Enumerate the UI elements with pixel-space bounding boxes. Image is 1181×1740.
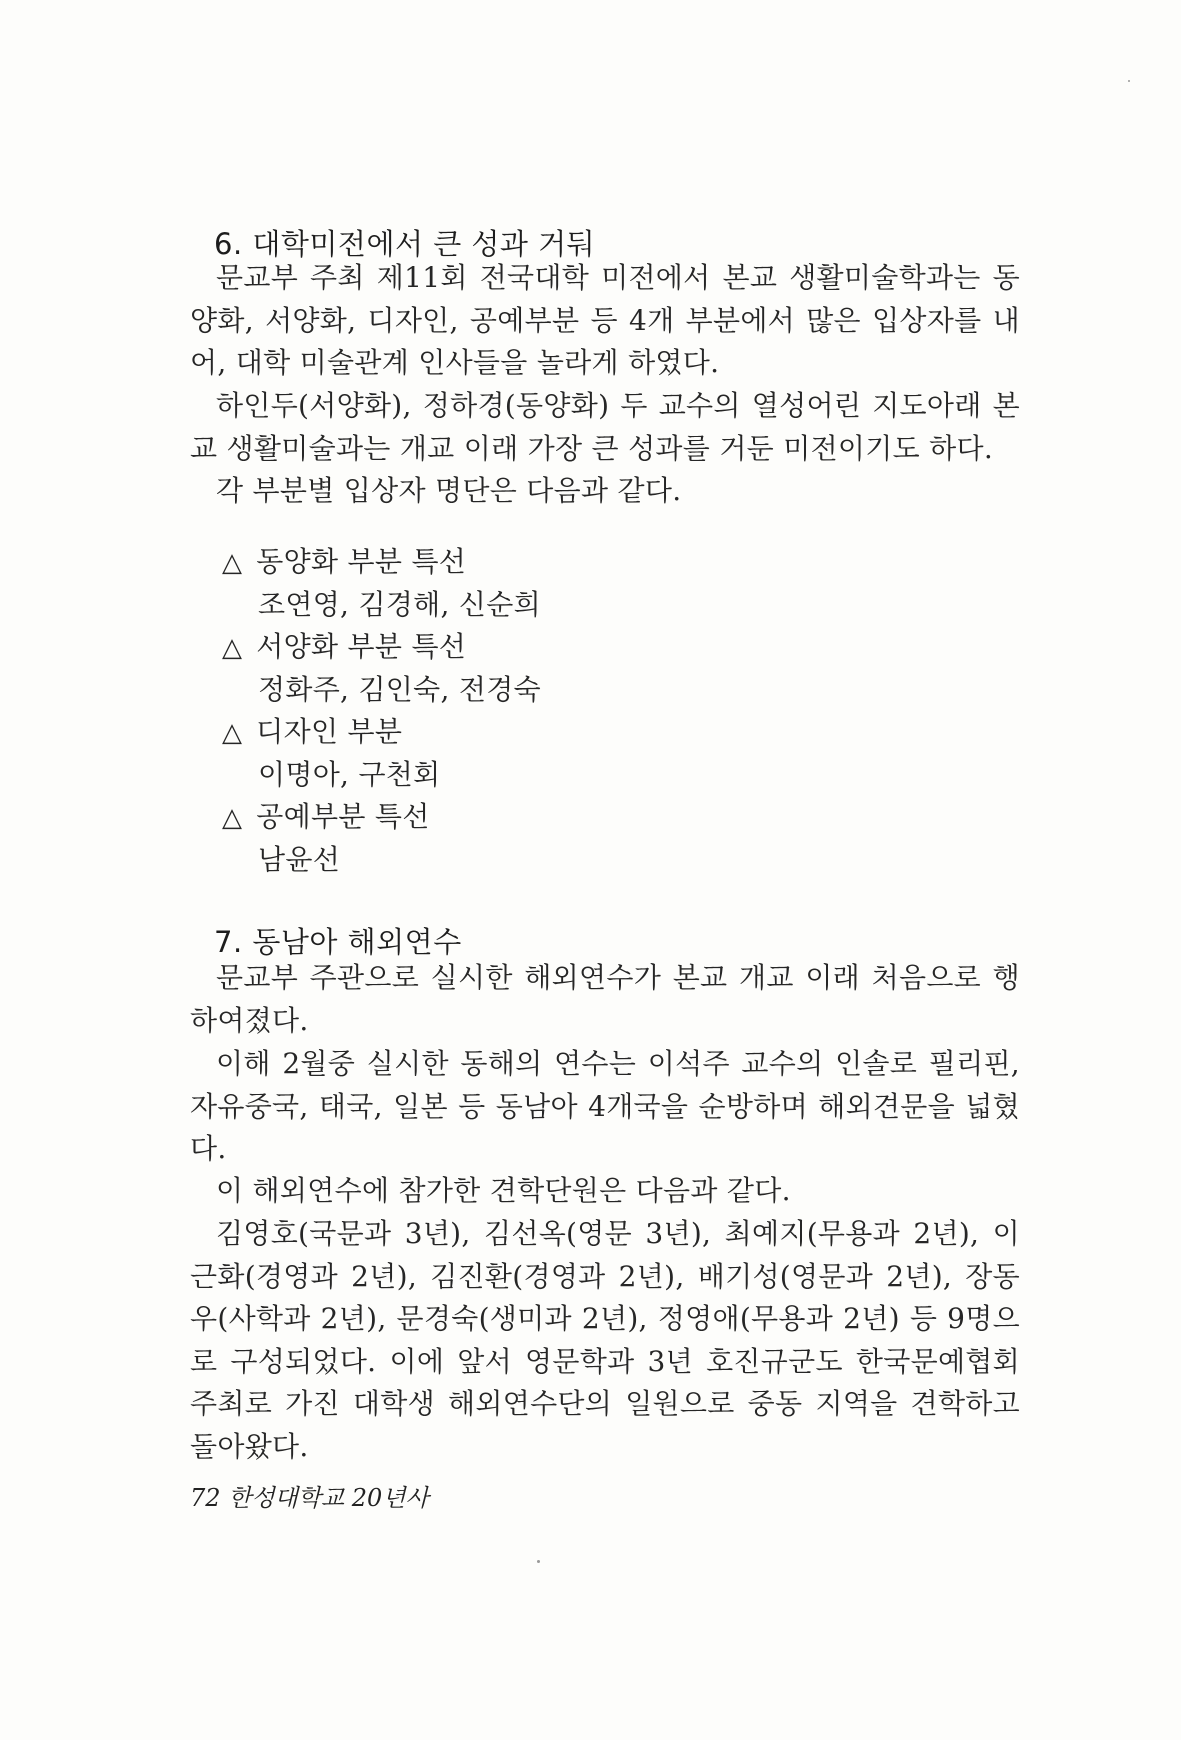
- award-winners-western-painting: 정화주, 김인숙, 전경숙: [258, 673, 541, 706]
- section-7-paragraph-4: 김영호(국문과 3년), 김선옥(영문 3년), 최예지(무용과 2년), 이근화(경영과 2년), 김진환(경영과 2년), 배기성(영문과 2년), 장동우(사학과 2년), 문경숙(생미과 2년), 정영애(무용과 2년) 등 9명으로 구성되었다. 이에 앞서 영문학과 3년 호진규군도 한국문예협회 주최로 가진 대학생 해외연수단의 일원으로 중동 지역을 견학하고 돌아왔다.: [190, 1217, 1020, 1463]
- scan-speck: [1128, 80, 1130, 82]
- section-6-paragraph-2: 하인두(서양화), 정하경(동양화) 두 교수의 열성어린 지도아래 본교 생활미술과는 개교 이래 가장 큰 성과를 거둔 미전이기도 하다.: [190, 389, 1020, 465]
- section-6-paragraph-3: 각 부분별 입상자 명단은 다음과 같다.: [216, 474, 682, 507]
- section-6-heading: 6. 대학미전에서 큰 성과 거둬: [214, 227, 596, 261]
- triangle-bullet-icon: △: [222, 548, 243, 578]
- section-7-paragraph-1: 문교부 주관으로 실시한 해외연수가 본교 개교 이래 처음으로 행하여졌다.: [190, 961, 1020, 1037]
- award-category-western-painting: [222, 625, 466, 665]
- award-label: 서양화 부분 특선: [256, 630, 467, 663]
- section-7-paragraph-3: 이 해외연수에 참가한 견학단원은 다음과 같다.: [216, 1174, 791, 1207]
- scan-speck: [537, 1560, 540, 1563]
- section-6-paragraph-1: 문교부 주최 제11회 전국대학 미전에서 본교 생활미술학과는 동양화, 서양화, 디자인, 공예부분 등 4개 부분에서 많은 입상자를 내어, 대학 미술관계 인사들을 놀라게 하였다.: [190, 261, 1020, 379]
- award-label: 공예부분 특선: [256, 800, 430, 833]
- award-category-design: [222, 710, 402, 750]
- section-7-paragraph-2: 이해 2월중 실시한 동해의 연수는 이석주 교수의 인솔로 필리핀, 자유중국, 태국, 일본 등 동남아 4개국을 순방하며 해외견문을 넓혔다.: [190, 1047, 1020, 1165]
- award-category-crafts: [222, 795, 430, 835]
- award-label: 디자인 부분: [256, 715, 403, 748]
- award-category-eastern-painting: [222, 540, 466, 580]
- award-label: 동양화 부분 특선: [256, 545, 467, 578]
- page-footer: 72 한성대학교 20년사: [190, 1484, 429, 1512]
- triangle-bullet-icon: △: [222, 718, 243, 748]
- triangle-bullet-icon: △: [222, 633, 243, 663]
- award-winners-design: 이명아, 구천회: [258, 758, 441, 791]
- triangle-bullet-icon: △: [222, 803, 243, 833]
- award-winners-crafts: 남윤선: [258, 843, 341, 876]
- award-winners-eastern-painting: 조연영, 김경해, 신순희: [258, 588, 541, 621]
- section-7-heading: 7. 동남아 해외연수: [214, 925, 462, 959]
